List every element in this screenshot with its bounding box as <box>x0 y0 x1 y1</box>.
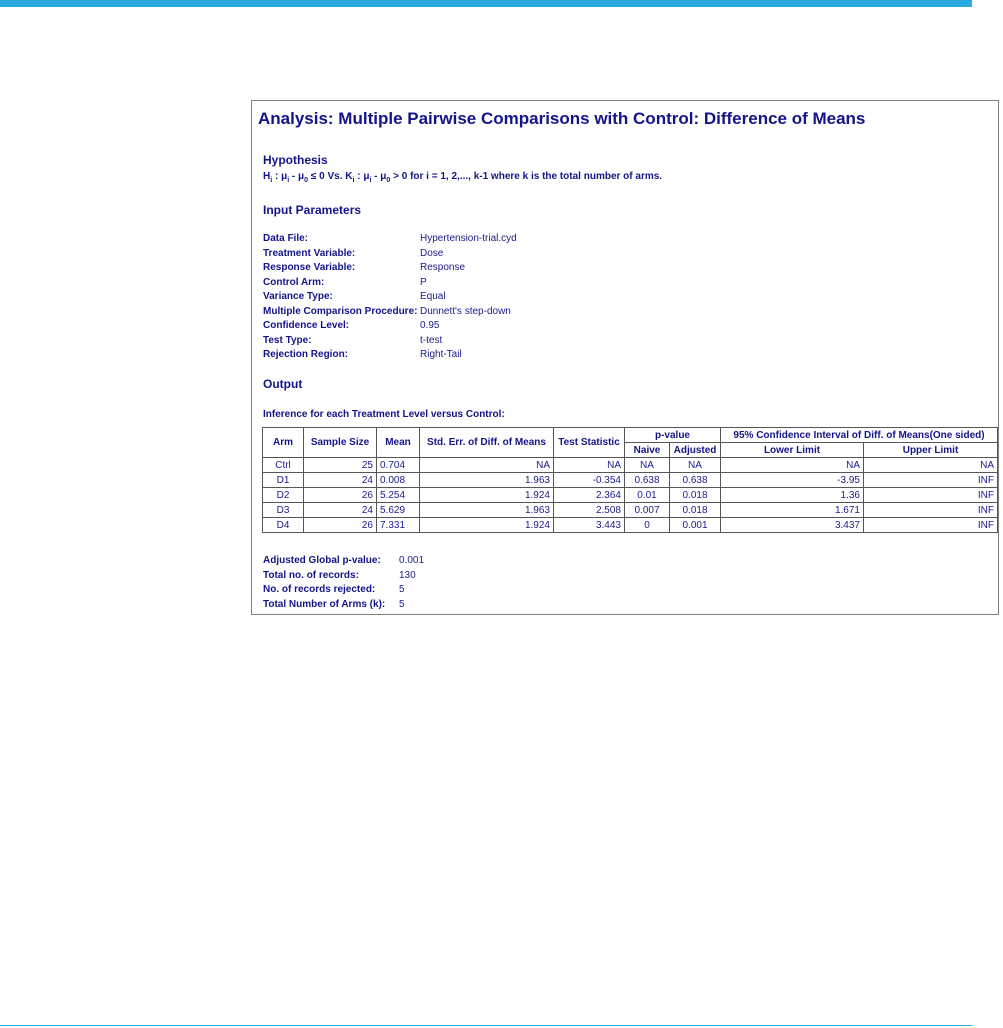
param-value: 0.95 <box>420 320 440 331</box>
cell-test-statistic: 3.443 <box>554 518 625 533</box>
col-header-mean: Mean <box>377 428 420 458</box>
cell-std-err: NA <box>420 458 554 473</box>
cell-mean: 7.331 <box>377 518 420 533</box>
param-value: Dunnett's step-down <box>420 305 511 317</box>
param-label: Confidence Level: <box>263 320 350 331</box>
col-header-sample-size: Sample Size <box>304 428 377 458</box>
param-label: Rejection Region: <box>263 349 349 360</box>
cell-upper-limit: INF <box>864 473 998 488</box>
table-row <box>263 518 998 533</box>
summary-label: Total no. of records: <box>263 569 359 581</box>
cell-naive: NA <box>625 458 670 473</box>
summary-label: Adjusted Global p-value: <box>263 555 381 566</box>
cell-std-err: 1.963 <box>420 503 554 518</box>
cell-mean: 0.704 <box>377 458 420 473</box>
cell-lower-limit: 1.36 <box>721 488 864 503</box>
analysis-report-panel <box>251 100 999 615</box>
cell-upper-limit: INF <box>864 518 998 533</box>
col-header-arm: Arm <box>263 428 304 458</box>
param-value: t-test <box>420 334 443 346</box>
cell-lower-limit: -3.95 <box>721 473 864 488</box>
param-label: Data File: <box>263 233 309 244</box>
col-header-std-err: Std. Err. of Diff. of Means <box>420 428 554 458</box>
cell-upper-limit: INF <box>864 503 998 518</box>
col-header-confidence-interval: 95% Confidence Interval of Diff. of Means(One sided) <box>721 428 998 443</box>
param-value: Equal <box>420 291 446 302</box>
table-row <box>263 488 998 503</box>
cell-naive: 0.638 <box>625 473 670 488</box>
param-label: Test Type: <box>263 334 312 346</box>
cell-sample-size: 25 <box>304 458 377 473</box>
param-label: Treatment Variable: <box>263 247 356 259</box>
table-row <box>263 503 998 518</box>
param-value: Hypertension-trial.cyd <box>420 233 517 244</box>
cell-lower-limit: NA <box>721 458 864 473</box>
hypothesis-heading: Hypothesis <box>263 153 328 167</box>
col-header-adjusted: Adjusted <box>670 443 721 458</box>
col-header-naive: Naive <box>625 443 670 458</box>
cell-adjusted: 0.001 <box>670 518 721 533</box>
cell-mean: 0.008 <box>377 473 420 488</box>
cell-adjusted: NA <box>670 458 721 473</box>
cell-naive: 0.01 <box>625 488 670 503</box>
cell-arm: D1 <box>263 473 304 488</box>
col-header-lower-limit: Lower Limit <box>721 443 864 458</box>
hypothesis-statement: $H_i$ : $\mu_i - \mu_0 \le 0$ Vs. $K_i$ : $\mu_i - \mu_0 > 0$ for i = 1, 2,..., k-1 where k is the total number of arms. <box>263 171 663 184</box>
output-heading: Output <box>263 377 303 391</box>
cell-std-err: 1.963 <box>420 473 554 488</box>
summary-label: Total Number of Arms (k): <box>263 598 386 610</box>
col-header-p-value: p-value <box>625 428 721 443</box>
summary-value: 5 <box>399 584 405 595</box>
inference-table <box>262 427 998 533</box>
param-label: Multiple Comparison Procedure: <box>263 305 418 317</box>
param-value: Right-Tail <box>420 349 462 360</box>
table-row <box>263 458 998 473</box>
input-parameters-heading: Input Parameters <box>263 203 362 217</box>
cell-arm: D3 <box>263 503 304 518</box>
cell-arm: Ctrl <box>263 458 304 473</box>
cell-adjusted: 0.018 <box>670 488 721 503</box>
summary-value: 5 <box>399 598 405 610</box>
cell-upper-limit: NA <box>864 458 998 473</box>
cell-lower-limit: 3.437 <box>721 518 864 533</box>
cell-std-err: 1.924 <box>420 488 554 503</box>
param-label: Variance Type: <box>263 291 333 302</box>
cell-test-statistic: -0.354 <box>554 473 625 488</box>
param-value: P <box>420 276 427 288</box>
cell-sample-size: 26 <box>304 488 377 503</box>
bottom-accent-rule <box>0 1025 972 1026</box>
cell-test-statistic: 2.364 <box>554 488 625 503</box>
cell-sample-size: 24 <box>304 503 377 518</box>
cell-mean: 5.629 <box>377 503 420 518</box>
cell-arm: D2 <box>263 488 304 503</box>
table-header-row <box>263 428 998 443</box>
cell-naive: 0.007 <box>625 503 670 518</box>
cell-test-statistic: NA <box>554 458 625 473</box>
summary-value: 0.001 <box>399 555 425 566</box>
cell-lower-limit: 1.671 <box>721 503 864 518</box>
col-header-upper-limit: Upper Limit <box>864 443 998 458</box>
cell-std-err: 1.924 <box>420 518 554 533</box>
cell-adjusted: 0.018 <box>670 503 721 518</box>
cell-mean: 5.254 <box>377 488 420 503</box>
param-label: Response Variable: <box>263 262 356 273</box>
param-value: Dose <box>420 247 444 259</box>
table-row <box>263 473 998 488</box>
cell-naive: 0 <box>625 518 670 533</box>
summary-label: No. of records rejected: <box>263 584 376 595</box>
top-accent-rule <box>0 0 972 7</box>
cell-upper-limit: INF <box>864 488 998 503</box>
report-title: Analysis: Multiple Pairwise Comparisons with Control: Difference of Means <box>258 109 866 128</box>
col-header-test-statistic: Test Statistic <box>554 428 625 458</box>
param-value: Response <box>420 262 466 273</box>
inference-subheading: Inference for each Treatment Level versus Control: <box>263 409 505 420</box>
cell-adjusted: 0.638 <box>670 473 721 488</box>
cell-test-statistic: 2.508 <box>554 503 625 518</box>
cell-arm: D4 <box>263 518 304 533</box>
cell-sample-size: 26 <box>304 518 377 533</box>
param-label: Control Arm: <box>263 276 325 288</box>
cell-sample-size: 24 <box>304 473 377 488</box>
summary-value: 130 <box>399 569 416 581</box>
